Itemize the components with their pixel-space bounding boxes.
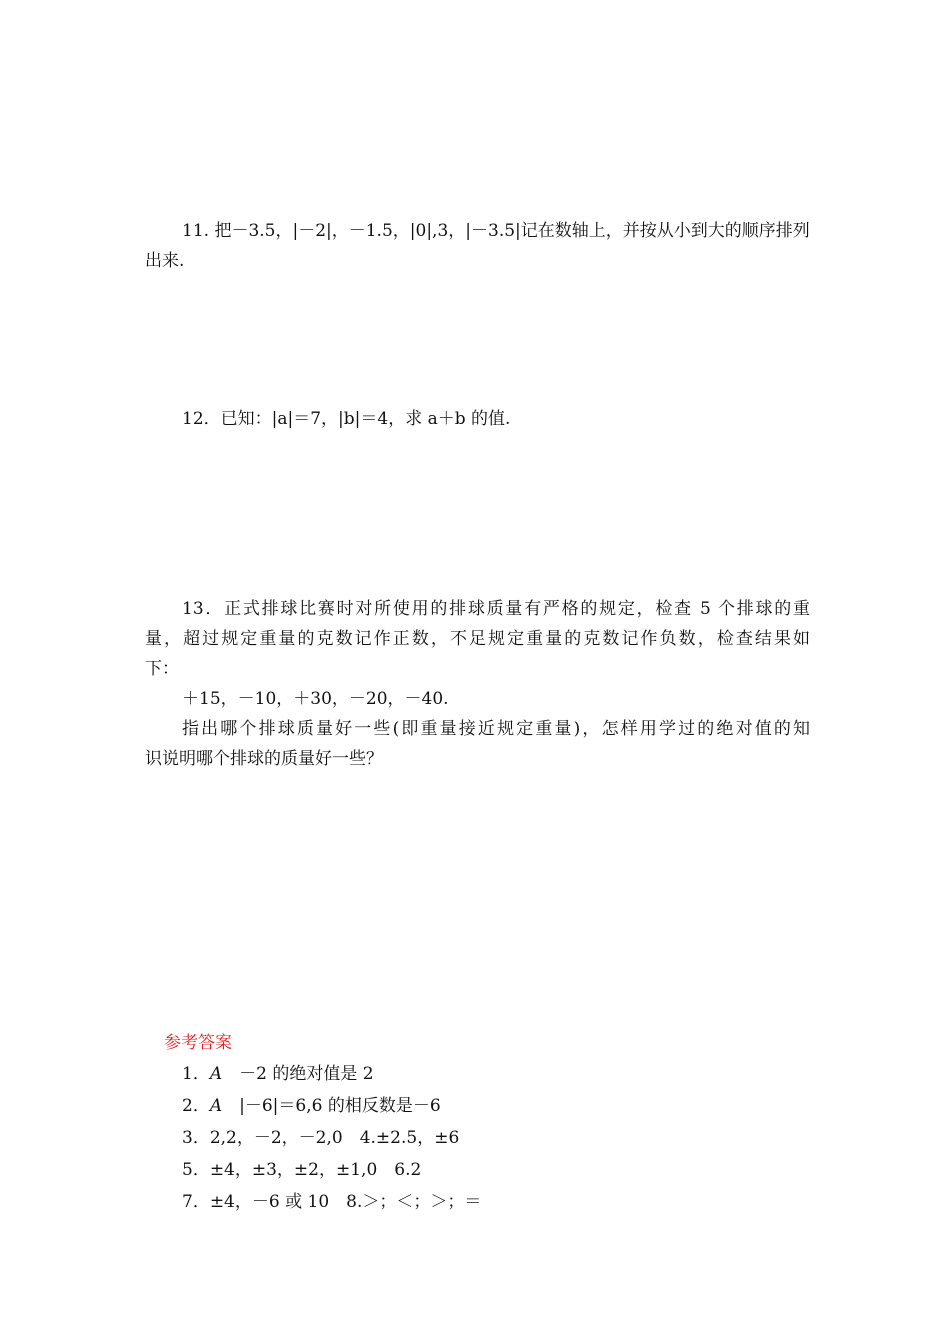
question-13-line-6: 识说明哪个排球的质量好一些？ <box>145 749 383 769</box>
answer-1-text: －2 的绝对值是 2 <box>239 1064 374 1084</box>
question-13-line-2: 量，超过规定重量的克数记作正数，不足规定重量的克数记作负数，检查结果如 <box>145 629 810 649</box>
answer-2-number: 2． <box>182 1096 210 1116</box>
question-13-line-3: 下： <box>145 659 179 679</box>
question-13-data: ＋15，－10，＋30，－20，－40. <box>182 689 449 709</box>
answer-4: 5．±4，±3，±2，±1,0 6.2 <box>182 1160 422 1180</box>
answer-1 <box>182 1064 374 1084</box>
answer-1-number: 1． <box>182 1064 210 1084</box>
question-11-line-2: 出来. <box>145 251 185 271</box>
answers-title: 参考答案 <box>164 1033 232 1053</box>
question-12-line-1: 12．已知：|a|＝7，|b|＝4，求 a＋b 的值. <box>182 409 511 429</box>
answer-2-choice: A <box>209 1096 223 1116</box>
answer-2 <box>182 1096 441 1116</box>
answer-5: 7．±4，－6 或 10 8.＞；＜；＞；＝ <box>182 1192 482 1212</box>
answer-3: 3．2,2，－2，－2,0 4.±2.5，±6 <box>182 1128 460 1148</box>
answer-2-text: |－6|＝6,6 的相反数是－6 <box>239 1096 441 1116</box>
question-13-line-5: 指出哪个排球质量好一些(即重量接近规定重量)，怎样用学过的绝对值的知 <box>182 719 810 739</box>
question-11-line-1: 11. 把－3.5，|－2|，－1.5，|0|,3，|－3.5|记在数轴上，并按从小到大的顺序排列 <box>182 221 810 241</box>
question-13-line-1: 13．正式排球比赛时对所使用的排球质量有严格的规定，检查 5 个排球的重 <box>182 599 810 619</box>
answer-1-choice: A <box>209 1064 223 1084</box>
